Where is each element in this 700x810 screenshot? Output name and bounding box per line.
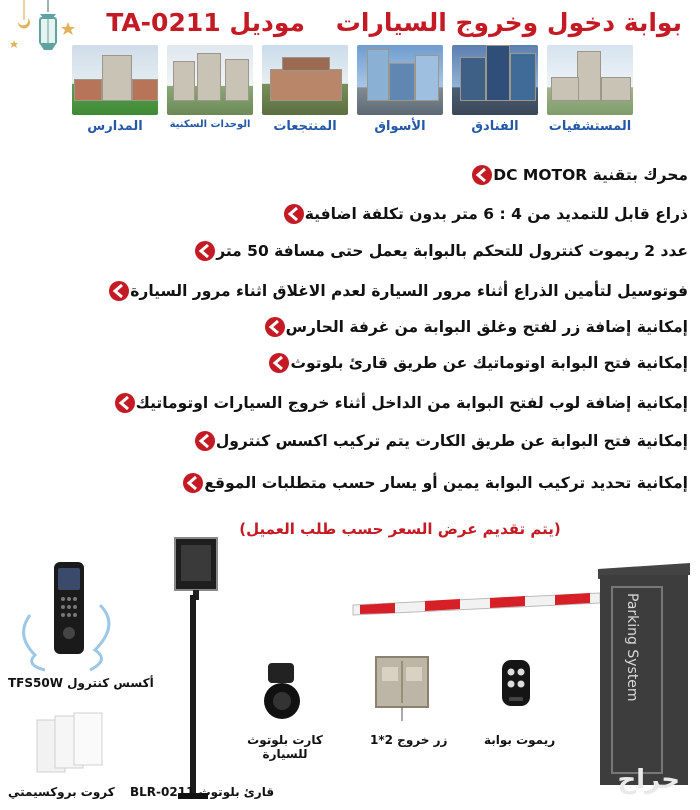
bluetooth-card-line1: كارت بلوتوث xyxy=(247,733,323,747)
feature-item xyxy=(275,203,688,225)
bluetooth-card-image xyxy=(264,663,300,719)
exit-button-label: زر خروج 2*1 xyxy=(370,733,448,747)
feature-text: إمكانية إضافة لوب لفتح البوابة من الداخل أثناء خروج السيارات اوتوماتيك xyxy=(135,394,688,412)
model-text: موديل TA-0211 xyxy=(106,8,306,37)
place-hotels xyxy=(452,45,538,134)
place-label: المدارس xyxy=(87,119,143,134)
feature-item xyxy=(260,352,688,374)
place-photo xyxy=(547,45,633,115)
place-label: الأسواق xyxy=(374,119,426,134)
title-text: بوابة دخول وخروج السيارات xyxy=(335,8,682,37)
arrow-bullet-icon xyxy=(108,280,130,302)
arrow-bullet-icon xyxy=(283,203,305,225)
proximity-cards-image xyxy=(37,713,102,772)
bluetooth-card-label xyxy=(245,733,325,761)
place-photo xyxy=(357,45,443,115)
arrow-bullet-icon xyxy=(268,352,290,374)
feature-item xyxy=(463,164,688,186)
place-label: المنتجعات xyxy=(273,119,337,134)
feature-item xyxy=(186,240,688,262)
feature-text: فوتوسيل لتأمين الذراع أثناء مرور السيارة لعدم الاغلاق اثناء مرور السيارة xyxy=(130,282,688,300)
arrow-bullet-icon xyxy=(264,316,286,338)
bluetooth-reader-image xyxy=(175,538,217,799)
place-hospitals xyxy=(547,45,633,134)
arrow-bullet-icon xyxy=(182,472,204,494)
feature-text: ذراع قابل للتمديد من 4 : 6 متر بدون تكلفة اضافية xyxy=(304,205,688,223)
bluetooth-card-line2: للسيارة xyxy=(262,747,308,761)
exit-button-image xyxy=(376,657,428,721)
arrow-bullet-icon xyxy=(471,164,493,186)
feature-text: إمكانية تحديد تركيب البوابة يمين أو يسار حسب متطلبات الموقع xyxy=(204,474,688,492)
remote-image xyxy=(502,660,530,706)
places-row xyxy=(72,45,637,150)
arrow-bullet-icon xyxy=(194,430,216,452)
remote-label: ريموت بوابة xyxy=(484,733,556,747)
feature-item xyxy=(186,430,688,452)
access-control-keypad-image xyxy=(24,562,109,670)
barrier-arm-image xyxy=(353,593,600,615)
place-malls xyxy=(357,45,443,134)
barrier-brand-text: Parking System xyxy=(624,593,640,702)
page-title xyxy=(106,8,682,37)
feature-text: إمكانية إضافة زر لفتح وغلق البوابة من غرفة الحارس xyxy=(285,318,688,336)
feature-item xyxy=(174,472,688,494)
place-schools xyxy=(72,45,158,134)
proximity-cards-label: كروت بروكسيمتي xyxy=(8,785,115,799)
feature-text: إمكانية فتح البوابة عن طريق الكارت يتم تركيب اكسس كنترول xyxy=(215,432,688,450)
place-photo xyxy=(452,45,538,115)
access-control-label: أكسس كنترول TFS50W xyxy=(8,676,154,690)
place-residential xyxy=(167,45,253,130)
watermark-logo: حراج xyxy=(617,765,680,795)
place-resorts xyxy=(262,45,348,134)
feature-text: إمكانية فتح البوابة اوتوماتيك عن طريق قارئ بلوتوث xyxy=(290,354,688,372)
place-label: الوحدات السكنية xyxy=(169,119,251,130)
place-label: الفنادق xyxy=(471,119,519,134)
feature-item xyxy=(256,316,688,338)
feature-text: محرك بتقنية DC MOTOR xyxy=(493,166,688,184)
feature-text: عدد 2 ريموت كنترول للتحكم بالبوابة يعمل حتى مسافة 50 متر xyxy=(216,242,688,260)
arrow-bullet-icon xyxy=(114,392,136,414)
place-photo xyxy=(167,45,253,115)
barrier-cabinet-image xyxy=(598,563,690,785)
feature-item xyxy=(100,280,688,302)
place-label: المستشفيات xyxy=(548,119,632,134)
bluetooth-reader-label: قارئ بلوتوث BLR-0211 xyxy=(130,785,275,799)
feature-item xyxy=(106,392,688,414)
arrow-bullet-icon xyxy=(194,240,216,262)
products-illustration xyxy=(0,535,700,810)
lantern-icon xyxy=(6,0,76,70)
place-photo xyxy=(72,45,158,115)
price-note: (يتم تقديم عرض السعر حسب طلب العميل) xyxy=(239,520,561,538)
place-photo xyxy=(262,45,348,115)
